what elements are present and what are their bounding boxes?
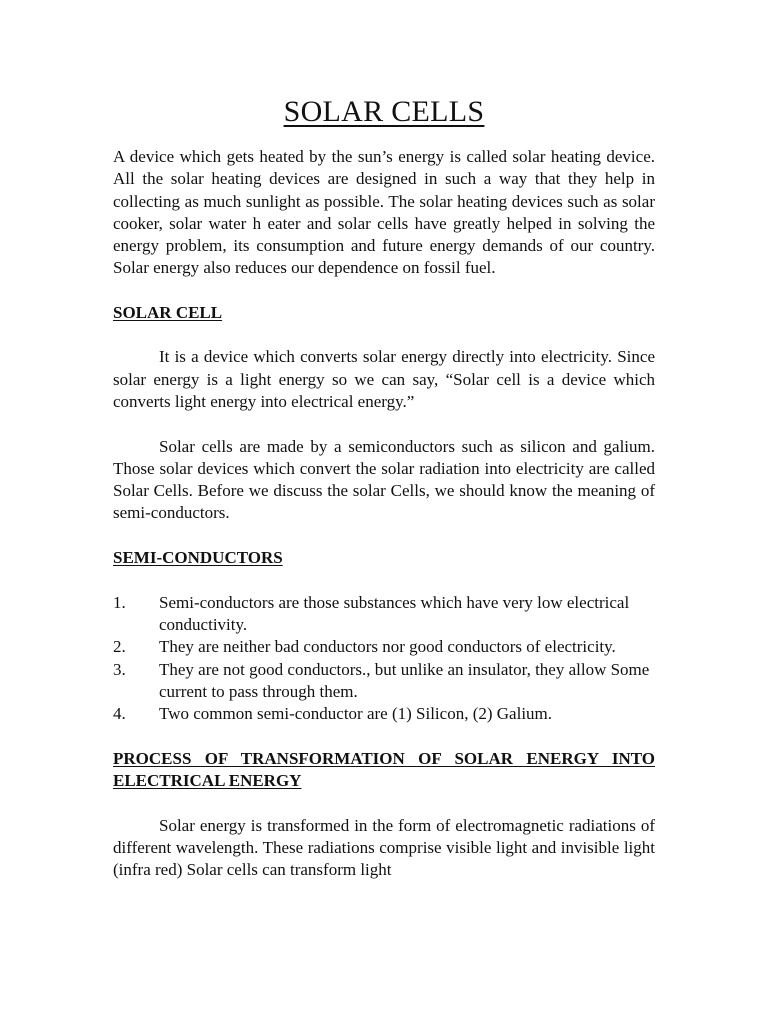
list-item [113, 659, 655, 704]
list-item-text: Two common semi-conductor are (1) Silicon, (2) Galium. [159, 704, 553, 724]
spacer [113, 725, 655, 747]
section-heading-process: PROCESS OF TRANSFORMATION OF SOLAR ENERGY INTO ELECTRICAL ENERGY [113, 748, 655, 791]
list-item [113, 636, 655, 658]
list-item-number: 4. [113, 704, 126, 724]
spacer [113, 280, 655, 302]
intro-paragraph: A device which gets heated by the sun’s energy is called solar heating device. All the solar heating devices are designed in such a way that they help in collecting as much sunlight as possible. The solar heating devices such as solar cooker, solar water h eater and solar cells have greatly helped in solving the energy problem, its consumption and future energy demands of our country. Solar energy also reduces our dependence on fossil fuel. [113, 147, 655, 278]
list-item [113, 703, 655, 725]
spacer [113, 324, 655, 346]
spacer [113, 569, 655, 591]
process-paragraph: Solar energy is transformed in the form of electromagnetic radiations of different wavelength. These radiations comprise visible light and invisible light (infra red) Solar cells can transform light [113, 815, 655, 880]
spacer [113, 525, 655, 547]
list-item-text: They are not good conductors., but unlike an insulator, they allow Some current to pass through them. [159, 659, 650, 701]
page-title: SOLAR CELLS [283, 95, 485, 128]
spacer [113, 413, 655, 435]
list-item [113, 592, 655, 637]
list-item-number: 2. [113, 637, 126, 657]
list-item-text: Semi-conductors are those substances which have very low electrical conductivity. [159, 592, 630, 634]
section-heading-semi-conductors: SEMI-CONDUCTORS [113, 548, 283, 568]
document-page [113, 92, 655, 882]
section-heading-solar-cell: SOLAR CELL [113, 302, 223, 322]
list-item-number: 3. [113, 659, 126, 679]
semi-conductor-list [113, 592, 655, 726]
solar-cell-paragraph-1: It is a device which converts solar energy directly into electricity. Since solar energy is a light energy so we can say, “Solar cell is a device which converts light energy into electrical energy.” [113, 347, 655, 411]
solar-cell-paragraph-2: Solar cells are made by a semiconductors such as silicon and galium. Those solar devices which convert the solar radiation into electricity are called Solar Cells. Before we discuss the solar Cells, we should know the meaning of semi-conductors. [113, 436, 655, 523]
list-item-number: 1. [113, 592, 126, 612]
spacer [113, 792, 655, 814]
list-item-text: They are neither bad conductors nor good conductors of electricity. [159, 637, 616, 657]
